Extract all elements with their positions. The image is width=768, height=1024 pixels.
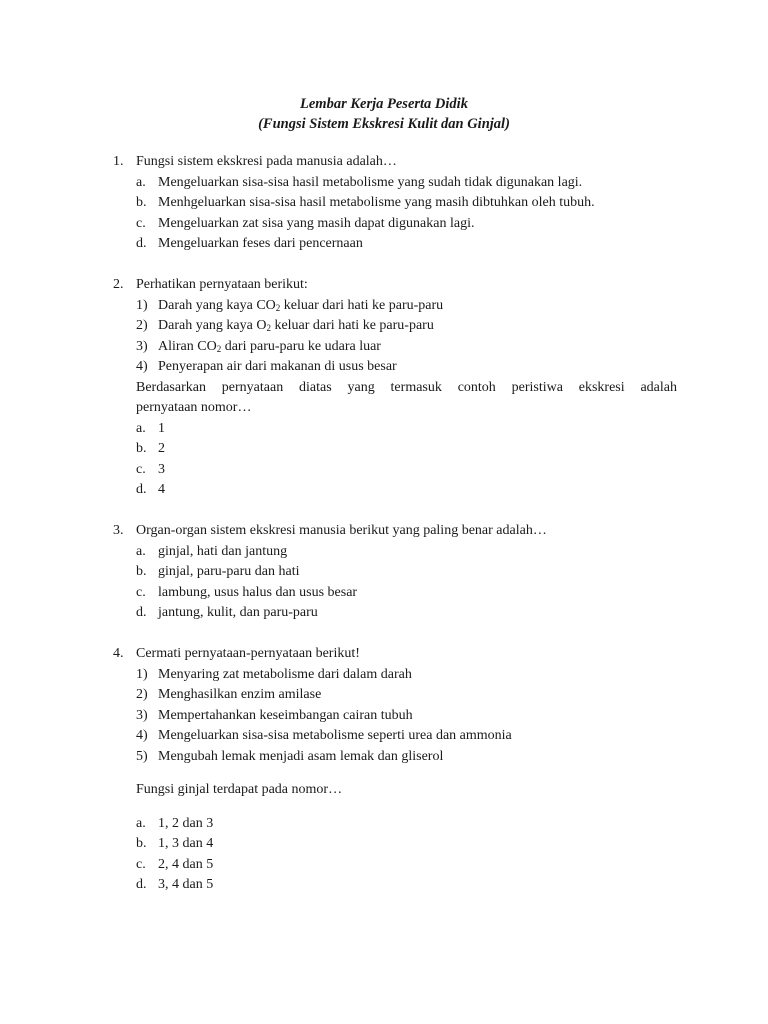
- worksheet-subtitle: (Fungsi Sistem Ekskresi Kulit dan Ginjal): [258, 116, 510, 132]
- worksheet-title: Lembar Kerja Peserta Didik: [300, 96, 468, 112]
- question-4: [113, 644, 677, 896]
- option-a: [113, 419, 677, 440]
- question-prompt-line: pernyataan nomor…: [136, 400, 252, 415]
- statement-label: 2): [136, 318, 148, 333]
- option-label: d.: [136, 605, 147, 620]
- option-text: Mengeluarkan zat sisa yang masih dapat digunakan lagi.: [158, 215, 475, 231]
- question-number: 3.: [113, 523, 124, 538]
- statement-text: Darah yang kaya $CO_2$ keluar dari hati ke paru-paru: [158, 297, 444, 313]
- option-label: c.: [136, 461, 146, 477]
- statement-label: 2): [136, 687, 148, 702]
- statement-2: [113, 685, 677, 706]
- question-number: 4.: [113, 646, 124, 661]
- option-a: [113, 542, 677, 563]
- question-text: Fungsi sistem ekskresi pada manusia adalah…: [136, 154, 397, 169]
- option-text: 3, 4 dan 5: [158, 877, 214, 892]
- option-label: b.: [136, 836, 147, 851]
- option-text: ginjal, hati dan jantung: [158, 543, 288, 559]
- statement-4: [113, 726, 677, 747]
- option-text: 2: [158, 441, 165, 456]
- statement-text: Mengubah lemak menjadi asam lemak dan gliserol: [158, 748, 444, 764]
- statement-text: Menghasilkan enzim amilase: [158, 687, 322, 702]
- statement-label: 1): [136, 666, 148, 682]
- option-label: a.: [136, 815, 146, 831]
- option-text: ginjal, paru-paru dan hati: [158, 564, 300, 579]
- option-text: lambung, usus halus dan usus besar: [158, 584, 358, 600]
- option-text: Mengeluarkan sisa-sisa hasil metabolisme yang sudah tidak digunakan lagi.: [158, 174, 583, 190]
- statement-2: [113, 316, 677, 337]
- option-label: c.: [136, 584, 146, 600]
- option-text: Mengeluarkan feses dari pencernaan: [158, 236, 363, 251]
- option-label: a.: [136, 174, 146, 190]
- question-1: [113, 152, 677, 255]
- statement-text: Mengeluarkan sisa-sisa metabolisme seperti urea dan ammonia: [158, 728, 512, 743]
- option-label: a.: [136, 543, 146, 559]
- option-c: [113, 460, 677, 481]
- question-3: [113, 521, 677, 624]
- option-a: [113, 814, 677, 835]
- statement-label: 5): [136, 748, 148, 764]
- option-c: [113, 855, 677, 876]
- option-label: b.: [136, 441, 147, 456]
- statement-text: Penyerapan air dari makanan di usus besar: [158, 359, 397, 374]
- question-number: 1.: [113, 154, 124, 169]
- option-d: [113, 480, 677, 501]
- option-text: Menhgeluarkan sisa-sisa hasil metabolisme yang masih dibtuhkan oleh tubuh.: [158, 195, 595, 210]
- question-prompt: [113, 780, 677, 801]
- option-text: 1: [158, 420, 165, 436]
- statement-text: Aliran $CO_2$ dari paru-paru ke udara luar: [158, 338, 381, 354]
- question-text: Cermati pernyataan-pernyataan berikut!: [136, 646, 360, 661]
- worksheet-header: [0, 94, 768, 134]
- option-text: 1, 3 dan 4: [158, 836, 214, 851]
- question-number: 2.: [113, 277, 124, 292]
- option-c: [113, 214, 677, 235]
- statement-label: 4): [136, 359, 148, 374]
- statement-label: 4): [136, 728, 148, 743]
- statement-text: Menyaring zat metabolisme dari dalam darah: [158, 666, 412, 682]
- option-text: 3: [158, 461, 165, 477]
- question-text: Organ-organ sistem ekskresi manusia berikut yang paling benar adalah…: [136, 523, 547, 538]
- statement-label: 3): [136, 707, 148, 723]
- option-label: d.: [136, 482, 147, 497]
- statement-4: [113, 357, 677, 378]
- question-text: Perhatikan pernyataan berikut:: [136, 277, 308, 292]
- statement-label: 3): [136, 338, 148, 354]
- question-prompt: [136, 378, 677, 419]
- option-text: 2, 4 dan 5: [158, 856, 214, 872]
- option-d: [113, 234, 677, 255]
- statement-text: Mempertahankan keseimbangan cairan tubuh: [158, 707, 413, 723]
- option-label: d.: [136, 877, 147, 892]
- option-c: [113, 583, 677, 604]
- option-b: [113, 562, 677, 583]
- option-d: [113, 875, 677, 896]
- option-d: [113, 603, 677, 624]
- statement-text: Darah yang kaya $O_2$ keluar dari hati ke paru-paru: [158, 318, 434, 333]
- statement-label: 1): [136, 297, 148, 313]
- option-text: 1, 2 dan 3: [158, 815, 214, 831]
- option-b: [113, 834, 677, 855]
- option-label: b.: [136, 195, 147, 210]
- option-label: b.: [136, 564, 147, 579]
- option-b: [113, 439, 677, 460]
- statement-5: [113, 747, 677, 768]
- question-prompt-text: Fungsi ginjal terdapat pada nomor…: [136, 782, 343, 797]
- question-prompt-line: Berdasarkan pernyataan diatas yang termasuk contoh peristiwa ekskresi adalah: [136, 379, 677, 395]
- option-a: [113, 173, 677, 194]
- option-label: c.: [136, 215, 146, 231]
- statement-3: [113, 337, 677, 358]
- question-2: [113, 275, 677, 501]
- option-b: [113, 193, 677, 214]
- statement-1: [113, 665, 677, 686]
- option-label: a.: [136, 420, 146, 436]
- statement-1: [113, 296, 677, 317]
- option-text: jantung, kulit, dan paru-paru: [158, 605, 318, 620]
- option-label: c.: [136, 856, 146, 872]
- option-label: d.: [136, 236, 147, 251]
- option-text: 4: [158, 482, 165, 497]
- statement-3: [113, 706, 677, 727]
